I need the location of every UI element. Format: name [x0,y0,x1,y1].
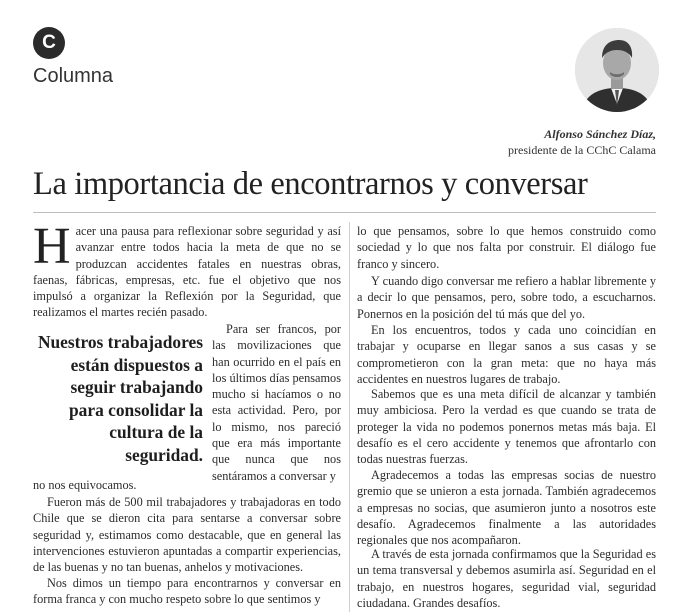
paragraph-conversar: Y cuando digo conversar me refiero a hablar libremente y a decir lo que pensamos, pero, sobre todo, a escucharnos. Ponernos en la posición del tú más que del yo. [357,274,656,321]
paragraph-intro-text: acer una pausa para reflexionar sobre seguridad y así avanzar entre todos hacia la meta de que no se produzcan accidentes fatales en nuestras obras, faenas, fábricas, empresas, etc. fue el objetivo que nos impulsó a organizar la Reflexión por la Seguridad, que realizamos el martes recién pasado. [33,224,341,320]
column-divider [349,222,350,612]
section-label: Columna [33,65,114,87]
paragraph-conclusion: A través de esta jornada confirmamos que la Seguridad es un tema transversal y debemos asumirla así. Seguridad en el trabajo, en nuestros hogares, seguridad vial, seguridad ciudadana. Grandes desafíos. [357,547,656,610]
paragraph-participacion: Fueron más de 500 mil trabajadores y trabajadoras en todo Chile que se dieron cita para sentarse a conversar sobre seguridad y, estimamos como destacable, que en general las intervenciones estuvieron apuntadas a compartir experiencias, de las buenas y no tan buenas, anhelos y motivaciones. [33,495,341,575]
drop-cap: H [33,218,71,275]
section-badge: C [33,27,65,59]
paragraph-encuentro: Nos dimos un tiempo para encontrarnos y conversar en forma franca y con mucho respeto sobre lo que sentimos y [33,576,341,607]
pull-quote: Nuestros trabajadores están dispuestos a seguir trabajando para consolidar la cultura de la seguridad. [37,332,203,465]
author-role: presidente de la CChC Calama [508,143,656,157]
paragraph-intro [33,218,341,321]
author-portrait-icon [575,28,659,112]
headline: La importancia de encontrarnos y conversar [33,166,588,202]
author-photo [575,28,659,112]
paragraph-compromiso: En los encuentros, todos y cada uno coincidían en trabajar y ocuparse en llegar sanos a sus casas y se comprometieron con la gran meta: que no haya más accidentes en nuestros lugares de trabajo. [357,323,656,386]
paragraph-movilizaciones-end: no nos equivocamos. [33,478,137,492]
paragraph-movilizaciones: Para ser francos, por las movilizaciones que han ocurrido en el país en los últimos días pensamos mucho si hacíamos o no esta actividad. Pero, por lo mismo, nos pareció que era más importante que nunca que nos sentáramos a conversar y [212,322,341,483]
author-name: Alfonso Sánchez Díaz, [544,127,656,141]
headline-divider [33,212,656,213]
paragraph-encuentro-cont: lo que pensamos, sobre lo que hemos construido como sociedad y lo que nos falta por construir. El diálogo fue franco y sincero. [357,224,656,271]
paragraph-agradecimientos: Agradecemos a todas las empresas socias de nuestro gremio que se unieron a esta jornada. También agradecemos a empresas no socias, que asumieron junto a nosotros este desafío. Agradecemos finalmente a las autoridades regionales que nos acompañaron. [357,468,656,548]
author-byline [508,126,656,158]
paragraph-meta: Sabemos que es una meta difícil de alcanzar y también muy ambiciosa. Pero la verdad es que cuando se trata de proteger la vida no podemos ponernos metas más baja. El desafío es el cero accidente y tenemos que afrontarlo con todas nuestras fuerzas. [357,387,656,467]
